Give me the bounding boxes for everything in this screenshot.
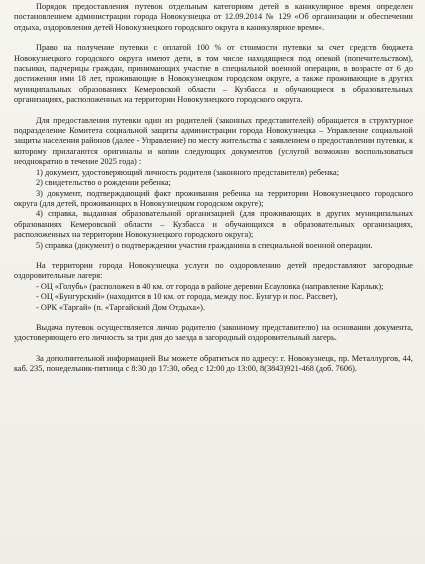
camp-item: - ОЦ «Голубь» (расположен в 40 км. от города в районе деревни Есауловка (направление Карлык);: [36, 281, 384, 291]
document-item: 1) документ, удостоверяющий личность родителя (законного представителя) ребенка;: [36, 167, 340, 177]
document-item: 2) свидетельство о рождении ребенка;: [36, 178, 171, 188]
documents-list: [14, 168, 413, 251]
paragraph-order: Порядок предоставления путевок отдельным категориям детей в каникулярное время определен постановлением администрации города Новокузнецка от 12.09.2014 № 129 «Об организации и обеспечении отдыха, оздоровления детей Новокузнецкого городского округа в каникулярное время».: [14, 2, 413, 32]
camps-list: [14, 282, 413, 313]
document-item: 4) справка, выданная образовательной организацией (для проживающих в других муниципальных образованиях Кемеровской области – Кузбасса и обучающихся в образовательных организациях, расположенных на территории Новокузнецкого городского округа);: [14, 209, 413, 240]
paragraph-eligibility: Право на получение путевки с оплатой 100 % от стоимости путевки за счет средств бюджета Новокузнецкого городского округа имеют дети, в том числе находящиеся под опекой (попечительством), пасынки, падчерицы граждан, принимающих участие в специальной военной операции, в возрасте от 6 до достижения ими 18 лет, проживающие в Новокузнецком городском округе, а также проживающие в других муниципальных образованиях Кемеровской области – Кузбасса и обучающиеся в образовательных организациях, расположенных на территории Новокузнецкого городского округа.: [14, 43, 413, 105]
paragraph-issuance: Выдача путевок осуществляется лично родителю (законному представителю) на основании документа, удостоверяющего его личность за три дня до заезда в загородный оздоровительный лагерь.: [14, 322, 413, 343]
paragraph-application: Для предоставления путевки один из родителей (законных представителей) обращается в структурное подразделение Комитета социальной защиты администрации города Новокузнецка – Управление социальной защиты населения районов (далее - Управление) по месту жительства с заявлением о предоставлении путевки, к которому прилагаются оригиналы и копии следующих документов (услугой возможно воспользоваться неоднократно в течение 2025 года) :: [14, 115, 413, 167]
document-item: 3) документ, подтверждающий факт проживания ребенка на территории Новокузнецкого городского округа (для детей, проживающих в Новокузнецком городском округе);: [14, 188, 413, 208]
camp-item: - ОРК «Таргай» (п. «Таргайский Дом Отдыха»).: [36, 302, 206, 312]
camp-item: - ОЦ «Бунгурский» (находится в 10 км. от города, между пос. Бунгур и пос. Рассвет),: [36, 292, 338, 302]
document-item: 5) справка (документ) о подтверждении участия гражданина в специальной военной операции.: [36, 240, 373, 250]
camps-intro: На территории города Новокузнецка услуги по оздоровлению детей предоставляют загородные оздоровительные лагеря:: [14, 260, 413, 281]
paragraph-contact: За дополнительной информацией Вы можете обратиться по адресу: г. Новокузнецк, пр. Металлургов, 44, каб. 235, понедельник-пятница с 8:30 до 17:30, обед с 12:00 до 13:00, 8(3843)921-468 (доб. 7606).: [14, 353, 413, 374]
